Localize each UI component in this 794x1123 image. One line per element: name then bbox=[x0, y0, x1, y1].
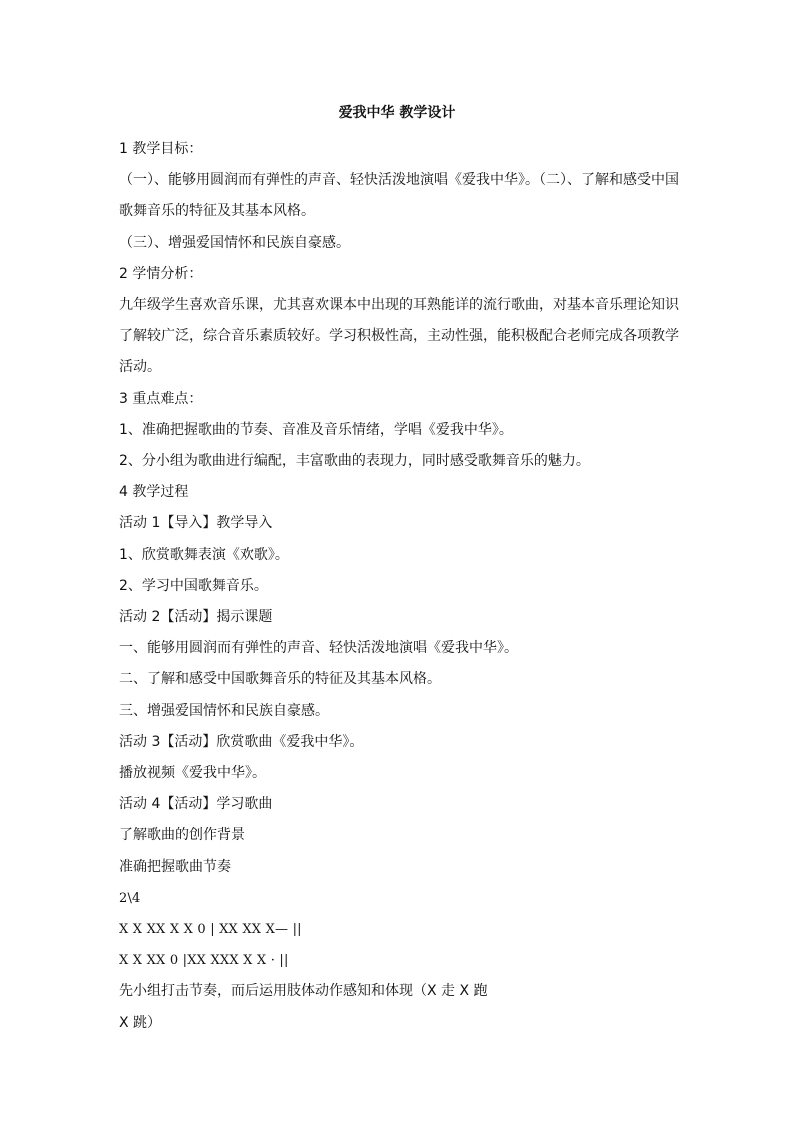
activity-3-heading: 活动 3【活动】欣赏歌曲《爱我中华》。 bbox=[119, 733, 364, 750]
activity-4-item-2: 准确把握歌曲节奏 bbox=[119, 858, 231, 875]
rhythm-line-2: X X XX 0 |XX XXX X X · || bbox=[119, 953, 289, 969]
activity-2-item-3: 三、增强爱国情怀和民族自豪感。 bbox=[119, 702, 329, 719]
objectives-one-two: （一）、能够用圆润而有弹性的声音、轻快活泼地演唱《爱我中华》。（二）、了解和感受中国歌舞音乐的特征及其基本风格。 bbox=[119, 172, 679, 220]
student-analysis-paragraph: 九年级学生喜欢音乐课，尤其喜欢课本中出现的耳熟能详的流行歌曲，对基本音乐理论知识了解较广泛，综合音乐素质较好。学习积极性高，主动性强，能积极配合老师完成各项教学活动。 bbox=[119, 297, 679, 376]
document-body bbox=[119, 134, 679, 1039]
activity-1-item-2: 2、学习中国歌舞音乐。 bbox=[119, 577, 268, 594]
key-point-2: 2、分小组为歌曲进行编配，丰富歌曲的表现力，同时感受歌舞音乐的魅力。 bbox=[119, 453, 590, 470]
rhythm-practice-instruction: 先小组打击节奏，而后运用肢体动作感知和体现（X 走 X 跑 bbox=[119, 983, 488, 1000]
rhythm-practice-instruction-cont: X 跳） bbox=[119, 1014, 162, 1031]
objectives-three: （三）、增强爱国情怀和民族自豪感。 bbox=[119, 234, 350, 251]
rhythm-line-1: X X XX X X 0 | XX XX X— || bbox=[119, 922, 302, 938]
activity-3-item-1: 播放视频《爱我中华》。 bbox=[119, 765, 266, 782]
activity-1-heading: 活动 1【导入】教学导入 bbox=[119, 515, 273, 532]
document-title: 爱我中华 教学设计 bbox=[338, 105, 456, 121]
activity-2-heading: 活动 2【活动】揭示课题 bbox=[119, 609, 273, 626]
activity-4-item-1: 了解歌曲的创作背景 bbox=[119, 827, 245, 844]
activity-2-item-1: 一、能够用圆润而有弹性的声音、轻快活泼地演唱《爱我中华》。 bbox=[119, 640, 518, 657]
section-heading-key-points: 3 重点难点： bbox=[119, 390, 203, 407]
activity-2-item-2: 二、了解和感受中国歌舞音乐的特征及其基本风格。 bbox=[119, 671, 441, 688]
section-heading-student-analysis: 2 学情分析： bbox=[119, 265, 203, 282]
key-point-1: 1、准确把握歌曲的节奏、音准及音乐情绪，学唱《爱我中华》。 bbox=[119, 421, 513, 438]
activity-1-item-1: 1、欣赏歌舞表演《欢歌》。 bbox=[119, 546, 289, 563]
activity-4-heading: 活动 4【活动】学习歌曲 bbox=[119, 796, 273, 813]
time-signature: 2\4 bbox=[119, 890, 141, 906]
section-heading-teaching-process: 4 教学过程 bbox=[119, 484, 189, 501]
section-heading-objectives: 1 教学目标： bbox=[119, 141, 203, 157]
